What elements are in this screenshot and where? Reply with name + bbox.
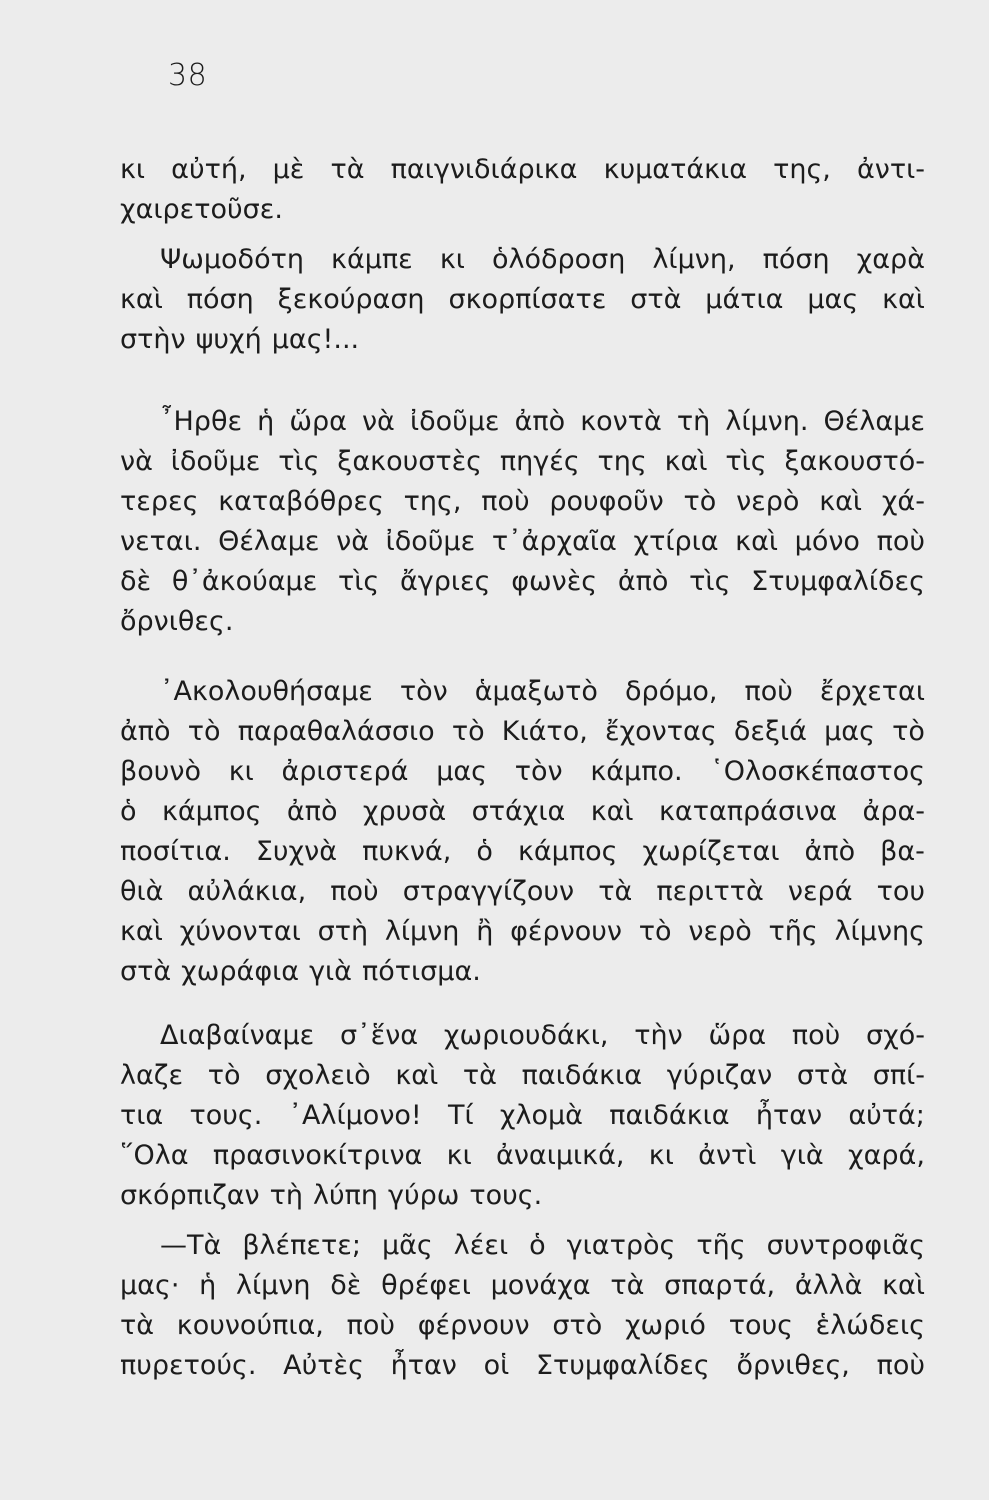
text-line: καὶ πόση ξεκούραση σκορπίσατε στὰ μάτια μας καὶ	[120, 284, 925, 315]
text-line: δὲ θ᾽ἀκούαμε τὶς ἄγριες φωνὲς ἀπὸ τὶς Στυμφαλίδες	[120, 566, 925, 597]
text-line: καὶ χύνονται στὴ λίμνη ἢ φέρνουν τὸ νερὸ τῆς λίμνης	[120, 916, 925, 947]
text-line: νεται. Θέλαμε νὰ ἰδοῦμε τ᾽ἀρχαῖα χτίρια καὶ μόνο ποὺ	[120, 526, 925, 557]
text-line: σκόρπιζαν τὴ λύπη γύρω τους.	[120, 1180, 543, 1211]
text-line: πυρετούς. Αὐτὲς ἦταν οἱ Στυμφαλίδες ὄρνιθες, ποὺ	[120, 1350, 925, 1381]
text-line: ᾽Ακολουθήσαμε τὸν ἁμαξωτὸ δρόμο, ποὺ ἔρχεται	[160, 676, 925, 707]
text-line: στὰ χωράφια γιὰ πότισμα.	[120, 956, 481, 987]
text-line: τια τους. ᾽Αλίμονο! Τί χλομὰ παιδάκια ἦταν αὐτά;	[120, 1100, 925, 1131]
text-line: νὰ ἰδοῦμε τὶς ξακουστὲς πηγές της καὶ τὶς ξακουστό-	[120, 446, 925, 477]
text-line: ὁ κάμπος ἀπὸ χρυσὰ στάχια καὶ καταπράσινα ἀρα-	[120, 796, 925, 827]
text-line: μας· ἡ λίμνη δὲ θρέφει μονάχα τὰ σπαρτά, ἀλλὰ καὶ	[120, 1270, 925, 1301]
text-line: θιὰ αὐλάκια, ποὺ στραγγίζουν τὰ περιττὰ νερά του	[120, 876, 925, 907]
text-line: Διαβαίναμε σ᾽ἕνα χωριουδάκι, τὴν ὥρα ποὺ σχό-	[160, 1020, 925, 1051]
text-line: κι αὐτή, μὲ τὰ παιγνιδιάρικα κυματάκια της, ἀντι-	[120, 154, 925, 185]
text-line: τὰ κουνούπια, ποὺ φέρνουν στὸ χωριό τους ἑλώδεις	[120, 1310, 925, 1341]
text-line: —Τὰ βλέπετε; μᾶς λέει ὁ γιατρὸς τῆς συντροφιᾶς	[160, 1230, 925, 1261]
text-line: στὴν ψυχή μας!...	[120, 324, 360, 355]
text-line: ῏Ηρθε ἡ ὥρα νὰ ἰδοῦμε ἀπὸ κοντὰ τὴ λίμνη. Θέλαμε	[160, 406, 925, 437]
text-line: τερες καταβόθρες της, ποὺ ρουφοῦν τὸ νερὸ καὶ χά-	[120, 486, 925, 517]
text-line: ἀπὸ τὸ παραθαλάσσιο τὸ Κιάτο, ἔχοντας δεξιά μας τὸ	[120, 716, 925, 747]
text-line: χαιρετοῦσε.	[120, 194, 283, 225]
text-line: ῞Ολα πρασινοκίτρινα κι ἀναιμικά, κι ἀντὶ γιὰ χαρά,	[120, 1140, 925, 1171]
text-line: Ψωμοδότη κάμπε κι ὁλόδροση λίμνη, πόση χαρὰ	[160, 244, 925, 275]
text-line: βουνὸ κι ἀριστερά μας τὸν κάμπο. ῾Ολοσκέπαστος	[120, 756, 925, 787]
text-line: ποσίτια. Συχνὰ πυκνά, ὁ κάμπος χωρίζεται ἀπὸ βα-	[120, 836, 925, 867]
page-number: 38	[168, 58, 208, 93]
text-line: λαζε τὸ σχολειὸ καὶ τὰ παιδάκια γύριζαν στὰ σπί-	[120, 1060, 925, 1091]
text-line: ὄρνιθες.	[120, 606, 234, 637]
